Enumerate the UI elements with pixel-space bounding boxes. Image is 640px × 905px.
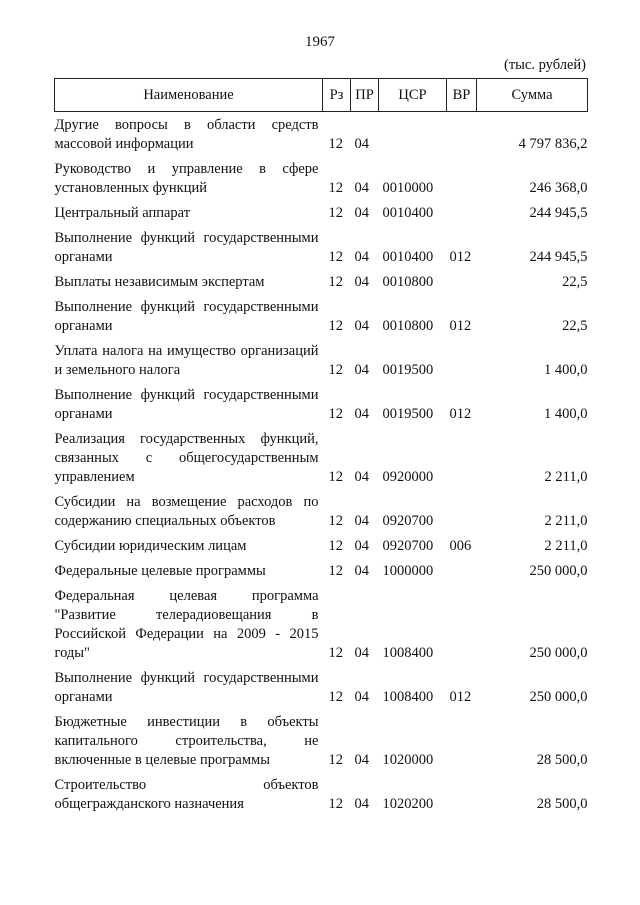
cell-csr: 0010400 [382,205,434,221]
cell-csr: 0019500 [382,362,434,378]
cell-name: Субсидии на возмещение расходов по содержанию специальных объектов [54,494,319,529]
cell-sum: 1 400,0 [544,362,588,378]
cell-pr: 04 [354,689,369,705]
cell-sum: 2 211,0 [544,513,588,529]
cell-rz: 12 [328,645,343,661]
cell-name: Федеральные целевые программы [54,563,266,579]
page-number: 1967 [305,34,335,50]
cell-vr [447,198,477,223]
cell-vr [447,336,477,380]
cell-name: Бюджетные инвестиции в объекты капитального строительства, не включенные в целевые программы [54,714,319,768]
cell-vr: 012 [449,406,472,422]
cell-pr: 04 [354,180,369,196]
table-row [55,707,588,770]
cell-pr: 04 [354,645,369,661]
cell-csr: 0920000 [382,469,434,485]
table-row [55,487,588,531]
cell-pr: 04 [354,205,369,221]
cell-vr [447,707,477,770]
cell-sum: 2 211,0 [544,469,588,485]
table-row [55,556,588,581]
table-row [55,223,588,267]
cell-name: Субсидии юридическим лицам [54,538,247,554]
cell-vr [447,267,477,292]
cell-pr: 04 [354,136,369,152]
cell-name: Руководство и управление в сфере установленных функций [54,161,319,196]
cell-rz: 12 [328,752,343,768]
cell-rz: 12 [328,689,343,705]
cell-csr: 1008400 [382,689,434,705]
cell-rz: 12 [328,406,343,422]
cell-rz: 12 [328,318,343,334]
table-row [55,112,588,155]
cell-vr [447,154,477,198]
table-body [55,112,588,815]
cell-name: Федеральная целевая программа "Развитие телерадиовещания в Российской Федерации на 2009 - 2015 годы" [54,588,319,661]
budget-table [54,78,588,814]
table-row [55,770,588,814]
cell-csr: 1020200 [382,796,434,812]
cell-pr: 04 [354,318,369,334]
cell-sum: 22,5 [562,274,588,290]
cell-sum: 1 400,0 [544,406,588,422]
cell-csr: 0010800 [382,318,434,334]
cell-pr: 04 [354,513,369,529]
cell-rz: 12 [328,136,343,152]
header-sum: Сумма [477,79,588,112]
cell-rz: 12 [328,249,343,265]
cell-csr: 0920700 [382,538,434,554]
cell-vr: 012 [449,318,472,334]
cell-vr [447,424,477,487]
cell-name: Уплата налога на имущество организаций и земельного налога [54,343,319,378]
cell-name: Центральный аппарат [54,205,191,221]
table-header [55,79,588,112]
table-row [55,198,588,223]
cell-sum: 246 368,0 [529,180,588,196]
table-row [55,154,588,198]
cell-name: Реализация государственных функций, связанных с общегосударственным управлением [54,431,319,485]
cell-sum: 250 000,0 [529,563,588,579]
cell-sum: 22,5 [562,318,588,334]
cell-vr: 012 [449,249,472,265]
cell-csr: 0010800 [382,274,434,290]
header-vr: ВР [447,79,477,112]
table-row [55,336,588,380]
cell-vr [447,556,477,581]
cell-sum: 250 000,0 [529,645,588,661]
cell-name: Строительство объектов общегражданского назначения [54,777,319,812]
cell-name: Другие вопросы в области средств массовой информации [54,117,319,152]
cell-csr: 0920700 [382,513,434,529]
cell-vr [447,112,477,155]
cell-csr: 0019500 [382,406,434,422]
cell-rz: 12 [328,205,343,221]
cell-sum: 28 500,0 [536,752,588,768]
cell-rz: 12 [328,513,343,529]
cell-csr [379,112,447,155]
cell-pr: 04 [354,249,369,265]
table-row [55,292,588,336]
cell-name: Выполнение функций государственными органами [54,387,319,422]
cell-rz: 12 [328,469,343,485]
cell-name: Выполнение функций государственными органами [54,670,319,705]
cell-sum: 28 500,0 [536,796,588,812]
cell-rz: 12 [328,362,343,378]
cell-vr [447,770,477,814]
cell-sum: 244 945,5 [529,205,588,221]
cell-rz: 12 [328,180,343,196]
cell-sum: 4 797 836,2 [518,136,588,152]
cell-rz: 12 [328,563,343,579]
table-row [55,424,588,487]
cell-rz: 12 [328,274,343,290]
cell-pr: 04 [354,538,369,554]
cell-sum: 2 211,0 [544,538,588,554]
header-name: Наименование [55,79,323,112]
cell-pr: 04 [354,563,369,579]
table-row [55,380,588,424]
table-row [55,581,588,663]
cell-vr [447,487,477,531]
header-pr: ПР [351,79,379,112]
cell-name: Выполнение функций государственными органами [54,299,319,334]
table-row [55,267,588,292]
table-row [55,663,588,707]
cell-pr: 04 [354,752,369,768]
cell-vr [447,581,477,663]
cell-pr: 04 [354,362,369,378]
cell-csr: 1000000 [382,563,434,579]
header-csr: ЦСР [379,79,447,112]
table-row [55,531,588,556]
cell-pr: 04 [354,469,369,485]
cell-vr: 012 [449,689,472,705]
cell-csr: 0010000 [382,180,434,196]
cell-csr: 1020000 [382,752,434,768]
cell-sum: 244 945,5 [529,249,588,265]
cell-name: Выплаты независимым экспертам [54,274,265,290]
header-rz: Рз [323,79,351,112]
cell-name: Выполнение функций государственными органами [54,230,319,265]
cell-pr: 04 [354,796,369,812]
cell-rz: 12 [328,796,343,812]
cell-csr: 1008400 [382,645,434,661]
cell-csr: 0010400 [382,249,434,265]
cell-pr: 04 [354,274,369,290]
cell-vr: 006 [449,538,472,554]
cell-rz: 12 [328,538,343,554]
unit-note: (тыс. рублей) [504,57,586,73]
cell-pr: 04 [354,406,369,422]
cell-sum: 250 000,0 [529,689,588,705]
